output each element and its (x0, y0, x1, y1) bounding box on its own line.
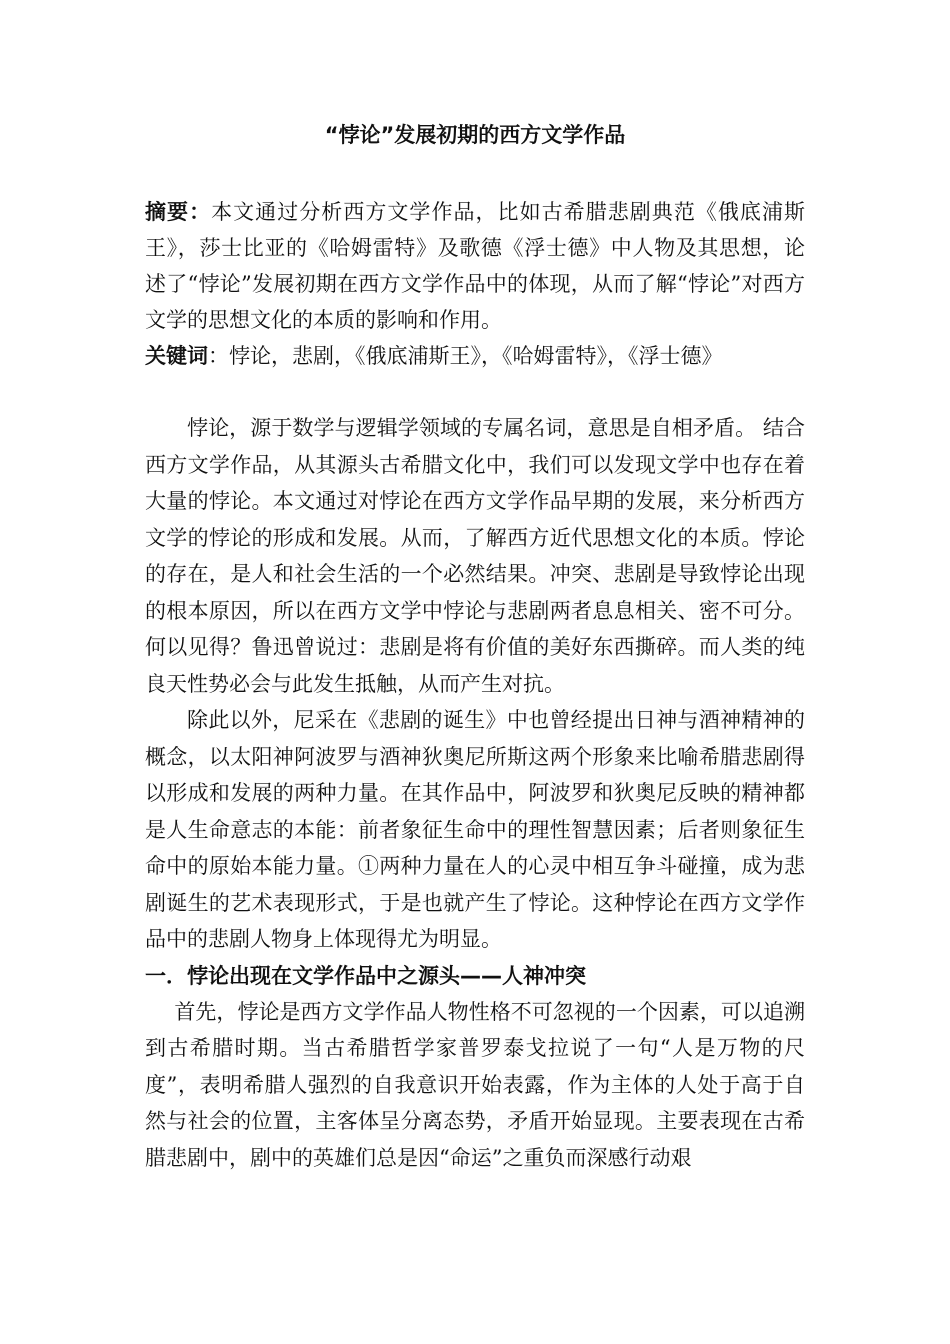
document-page (145, 112, 805, 1176)
section-heading-1: 一．悖论出现在文学作品中之源头——人神冲突 (145, 963, 586, 988)
body-paragraph-1: 悖论，源于数学与逻辑学领域的专属名词，意思是自相矛盾。 结合西方文学作品，从其源头古希腊文化中，我们可以发现文学中也存在着大量的悖论。本文通过对悖论在西方文学作品早期的发展，来分析西方文学的悖论的形成和发展。从而，了解西方近代思想文化的本质。悖论的存在，是人和社会生活的一个必然结果。冲突、悲剧是导致悖论出现的根本原因，所以在西方文学中悖论与悲剧两者息息相关、密不可分。何以见得？鲁迅曾说过：悲剧是将有价值的美好东西撕碎。而人类的纯良天性势必会与此发生抵触，从而产生对抗。 (145, 416, 805, 696)
keywords-label: 关键词 (145, 344, 208, 368)
abstract-label: 摘要： (145, 200, 212, 224)
document-title: “悖论”发展初期的西方文学作品 (324, 123, 626, 147)
keywords-text: ：悖论，悲剧，《俄底浦斯王》，《哈姆雷特》，《浮士德》 (208, 344, 723, 368)
abstract-text: 本文通过分析西方文学作品，比如古希腊悲剧典范《俄底浦斯王》，莎士比亚的《哈姆雷特》及歌德《浮士德》中人物及其思想，论述了“悖论”发展初期在西方文学作品中的体现，从而了解“悖论”对西方文学的思想文化的本质的影响和作用。 (145, 200, 806, 332)
keywords (145, 338, 805, 374)
section-paragraph-1: 首先，悖论是西方文学作品人物性格不可忽视的一个因素，可以追溯到古希腊时期。当古希腊哲学家普罗泰戈拉说了一句“人是万物的尺度”，表明希腊人强烈的自我意识开始表露，作为主体的人处于高于自然与社会的位置，主客体呈分离态势，矛盾开始显现。主要表现在古希腊悲剧中，剧中的英雄们总是因“命运”之重负而深感行动艰 (145, 999, 805, 1170)
body-paragraph-2: 除此以外，尼采在《悲剧的诞生》中也曾经提出日神与酒神精神的概念，以太阳神阿波罗与酒神狄奥尼所斯这两个形象来比喻希腊悲剧得以形成和发展的两种力量。在其作品中，阿波罗和狄奥尼反映的精神都是人生命意志的本能：前者象征生命中的理性智慧因素；后者则象征生命中的原始本能力量。①两种力量在人的心灵中相互争斗碰撞，成为悲剧诞生的艺术表现形式，于是也就产生了悖论。这种悖论在西方文学作品中的悲剧人物身上体现得尤为明显。 (145, 708, 805, 951)
abstract (145, 194, 805, 338)
